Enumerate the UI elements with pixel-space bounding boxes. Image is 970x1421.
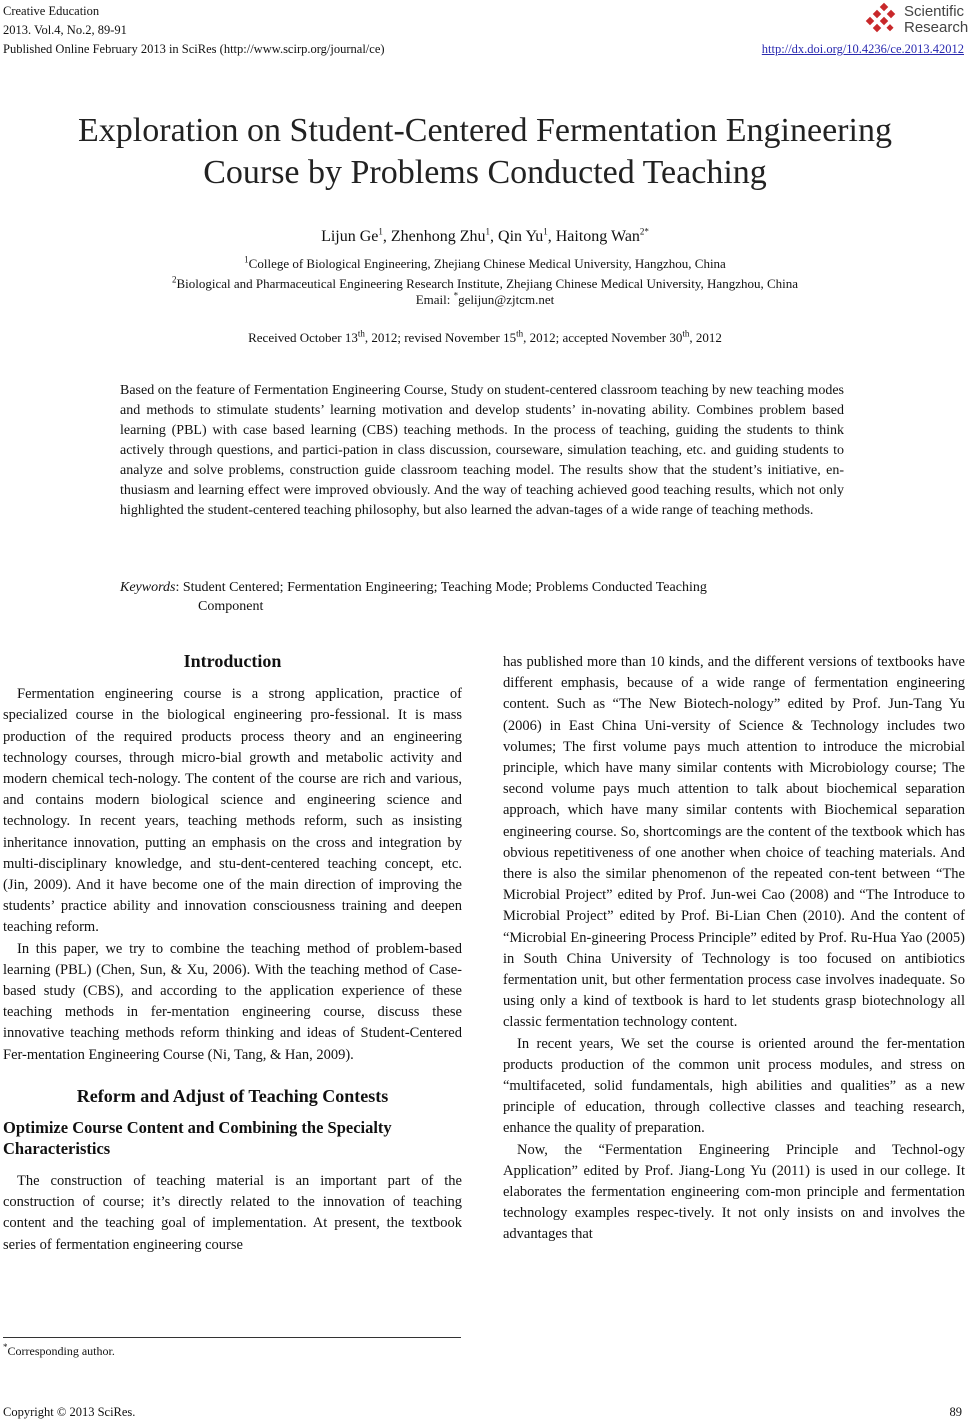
section-heading-reform: Reform and Adjust of Teaching Contests xyxy=(76,1085,389,1106)
logo-text-2: Research xyxy=(904,19,969,36)
received-text: Received October 13 xyxy=(248,330,358,345)
received-dates xyxy=(0,328,970,348)
paragraph: In this paper, we try to combine the teaching method of problem-based learning (PBL) (Chen, Sun, & Xu, 2006). With the teaching method of Case-based study (CBS), and according to the application experience of these teaching methods in fer-mentation engineering course, discuss these innovative teaching methods reform thinking and ideas of Student-Centered Fer-mentation Engineering Course (Ni, Tang, & Han, 2009). xyxy=(3,940,462,1063)
author-sep: , xyxy=(547,228,556,245)
paragraph: Now, the “Fermentation Engineering Principle and Technol-ogy Application” edited by Prof. Jiang-Long Yu (2011) is used in our college. It elaborates the fermentation engineering com-mon principle and fermentation technology examples respec-tively. It not only insists on and involves the advantages that xyxy=(503,1141,965,1243)
copyright: Copyright © 2013 SciRes. xyxy=(3,1405,136,1419)
aff2-text: Biological and Pharmaceutical Engineering Research Institute, Zhejiang Chinese Medical University, Hangzhou, China xyxy=(176,276,799,291)
revised-sup: th xyxy=(516,328,524,339)
logo-text-1: Scientific xyxy=(904,3,965,20)
aff1-sup: 1 xyxy=(244,254,249,265)
journal-name: Creative Education xyxy=(3,4,100,18)
aff2-sup: 2 xyxy=(171,274,177,285)
volume-info: 2013. Vol.4, No.2, 89-91 xyxy=(3,23,127,37)
author-list xyxy=(0,228,970,246)
email-line xyxy=(0,290,970,310)
accepted-sup: th xyxy=(682,328,690,339)
footnote xyxy=(3,1344,115,1359)
paragraph: In recent years, We set the course is oriented around the fer-mentation products production of the common unit process modules, and stress on “multifaceted, solid fundamentals, high abilities and qualities” as a new principle of education, through collective classes and teaching research, enhance the quality of preparation. xyxy=(503,1035,965,1137)
paragraph: The construction of teaching material is an important part of the construction of course; it’s directly related to the innovation of teaching content and the teaching goal of implementation. At present, the textbook series of fermentation engineering course xyxy=(3,1173,462,1253)
page-number: 89 xyxy=(949,1405,962,1419)
right-column xyxy=(503,652,965,1246)
email-sup: * xyxy=(453,290,459,301)
author-sup: 1 xyxy=(378,226,383,237)
published-info: Published Online February 2013 in SciRes (http://www.scirp.org/journal/ce) xyxy=(3,42,385,56)
paper-title-line1: Exploration on Student-Centered Fermentation Engineering xyxy=(78,112,892,149)
footnote-rule xyxy=(3,1337,461,1338)
email-address[interactable]: gelijun@zjtcm.net xyxy=(458,292,555,307)
received-sup: th xyxy=(357,328,365,339)
paragraph: has published more than 10 kinds, and the different versions of textbooks have different emphasis, because of a wide range of fermentation engineering content. Such as “The New Biotech-nology” edited by Prof. Jun-Tang Yu (2006) in East China Uni-versity of Science & Technology includes two volumes; The first volume pays much attention to introduce the microbial principle, which have many similar contents with Microbiology course; The second volume pays much attention to talk about biochemical separation approach, which have many similar contents with Biochemical separation engineering course. So, shortcomings are the content of the textbook which has obvious repetitiveness of one another when choice of teaching materials. And there is also the similar phenomenon of the repeated con-tent between “The Microbial Project” edited by Prof. Jun-wei Cao (2008) and “The Introduce to Microbial Project” edited by Prof. Bi-Lian Chen (2010). And the content of “Microbial En-gineering Process Principle” edited by Prof. Ru-Hua Yao (2005) in South China University of Technology is too focused on antibiotics fermentation unit, but other fermentation process case involves inadequate. So using only a kind of textbook is hard to let students grasp biotechnology all classic fermentation technology content. xyxy=(503,654,965,1031)
paper-title-line2: Course by Problems Conducted Teaching xyxy=(203,154,767,191)
author-name: Zhenhong Zhu xyxy=(390,228,486,245)
left-column xyxy=(3,651,462,1256)
paragraph: Fermentation engineering course is a strong application, practice of specialized course in the biological engineering pro-fessional. It is mass production of the required products process theory and an engineering technology courses, through micro-bial growth and metabolic activity and modern chemical tech-nology. The content of the course are rich and various, and contains modern biological science and engineering science and technology. In recent years, teaching methods reform, such as insisting inheritance innovation, putting an emphasis on the cross and integration by multi-disciplinary knowledge, and stu-dent-centered teaching concept, etc. (Jin, 2009). And it have become one of the main direction of improving the students’ practice ability and innovation consciousness training and deepen teaching reform. xyxy=(3,686,462,936)
keywords-list: : Student Centered; Fermentation Engineering; Teaching Mode; Problems Conducted Teaching xyxy=(175,580,707,595)
author-sup: 1 xyxy=(543,226,548,237)
author-sep: , xyxy=(490,228,499,245)
footnote-sup: * xyxy=(3,1342,8,1352)
author-sup: 1 xyxy=(485,226,491,237)
dates-tail: , 2012 xyxy=(689,330,722,345)
accepted-text: , 2012; accepted November 30 xyxy=(523,330,683,345)
keywords-line2: Component xyxy=(198,599,264,614)
author-sep: , xyxy=(382,228,391,245)
author-name: Qin Yu xyxy=(498,228,544,245)
email-label: Email: xyxy=(415,292,454,307)
keywords-label: Keywords xyxy=(120,580,176,595)
author-name: Lijun Ge xyxy=(321,228,379,245)
aff1-text: College of Biological Engineering, Zhejiang Chinese Medical University, Hangzhou, China xyxy=(248,256,726,271)
author-sup: 2* xyxy=(639,226,649,237)
footnote-text: Corresponding author. xyxy=(7,1344,115,1358)
scientific-research-logo-icon xyxy=(864,2,902,36)
revised-text: , 2012; revised November 15 xyxy=(364,330,517,345)
affiliation-1 xyxy=(0,254,970,274)
doi-link[interactable]: http://dx.doi.org/10.4236/ce.2013.42012 xyxy=(761,42,964,56)
author-name: Haitong Wan xyxy=(555,228,640,245)
subsection-heading: Optimize Course Content and Combining the Specialty Characteristics xyxy=(3,1118,392,1159)
section-heading-introduction: Introduction xyxy=(183,651,282,671)
keywords xyxy=(120,578,844,597)
abstract: Based on the feature of Fermentation Engineering Course, Study on student-centered classroom teaching by new teaching modes and methods to stimulate students’ learning motivation and develop students’ in-novating ability. Combines problem based learning (PBL) with case based learning (CBS) teaching methods. In the process of teaching, guiding the students to think actively through questions, and partici-pation in class discussion, courseware, simulation teaching, etc. and guiding students to analyze and solve problems, construction guide classroom teaching model. The results show that the student’s initiative, en-thusiasm and learning effect were improved obviously. And the way of teaching achieved good teaching results, which not only highlighted the student-centered teaching philosophy, but also learned the advan-tages of a wide range of teaching methods. xyxy=(120,383,844,518)
